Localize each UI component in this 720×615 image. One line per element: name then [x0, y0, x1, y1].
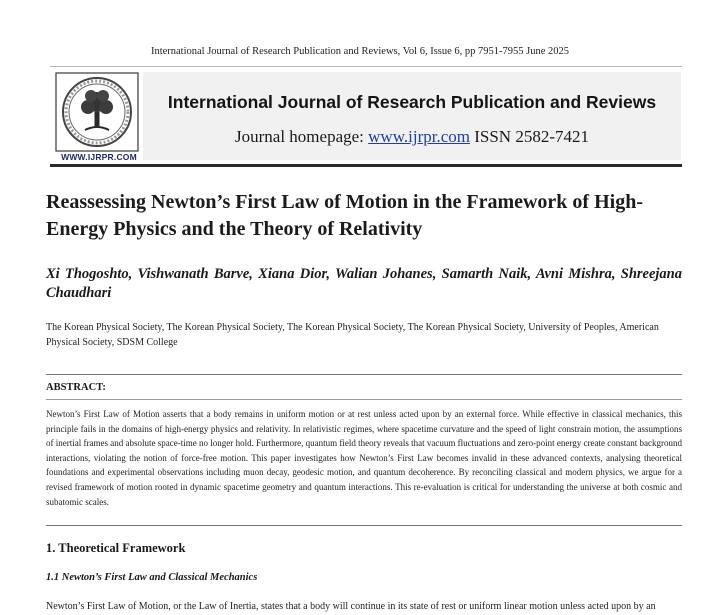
abstract-label-divider: [46, 399, 682, 400]
homepage-prefix: Journal homepage:: [235, 127, 369, 146]
journal-homepage-line: [143, 127, 681, 147]
journal-logo: [55, 72, 139, 152]
subsection-heading: 1.1 Newton’s First Law and Classical Mechanics: [46, 572, 258, 583]
abstract-top-divider: [46, 374, 682, 375]
journal-seal-icon: [55, 72, 139, 152]
section-heading: 1. Theoretical Framework: [46, 541, 186, 555]
journal-citation-line: International Journal of Research Publication and Reviews, Vol 6, Issue 6, pp 7951-7955 June 2025: [150, 46, 570, 57]
header-divider: [50, 66, 682, 67]
header-thick-divider: [50, 164, 682, 167]
abstract-bottom-divider: [46, 525, 682, 526]
body-paragraph: Newton’s First Law of Motion, or the Law of Inertia, states that a body will continue in its state of rest or uniform linear motion unless acted upon by an: [46, 601, 656, 612]
paper-title: Reassessing Newton’s First Law of Motion in the Framework of High-Energy Physics and the Theory of Relativity: [46, 191, 643, 240]
affiliation-list: The Korean Physical Society, The Korean Physical Society, The Korean Physical Society, The Korean Physical Society, University of Peoples, American Physical Society, SDSM College: [46, 322, 659, 348]
author-list: Xi Thogoshto, Vishwanath Barve, Xiana Dior, Walian Johanes, Samarth Naik, Avni Mishra, Shreejana Chaudhari: [46, 266, 682, 301]
issn-label: ISSN 2582-7421: [469, 127, 589, 146]
journal-title: International Journal of Research Publication and Reviews: [167, 92, 657, 112]
homepage-link[interactable]: www.ijrpr.com: [368, 127, 470, 146]
logo-website-label: WWW.IJRPR.COM: [61, 152, 137, 162]
abstract-label: ABSTRACT:: [46, 382, 106, 393]
abstract-text: Newton’s First Law of Motion asserts that a body remains in uniform motion or at rest unless acted upon by an external force. While effective in classical mechanics, this principle fails in the domains of high-energy physics and relativity. In relativistic regimes, where spacetime curvature and the speed of light constrain motion, the assumptions of inertial frames and absolute space-time no longer hold. Furthermore, quantum field theory reveals that vacuum fluctuations and zero-point energy create constant background interactions, violating the notion of force-free motion. This paper investigates how Newton’s First Law becomes invalid in these advanced contexts, analysing theoretical foundations and experimental observations including muon decay, geodesic motion, and quantum decoherence. By reconciling classical and modern physics, we argue for a revised framework of motion rooted in dynamic spacetime geometry and quantum interactions. This re-evaluation is critical for understanding the universe at both cosmic and subatomic scales.: [46, 409, 682, 507]
